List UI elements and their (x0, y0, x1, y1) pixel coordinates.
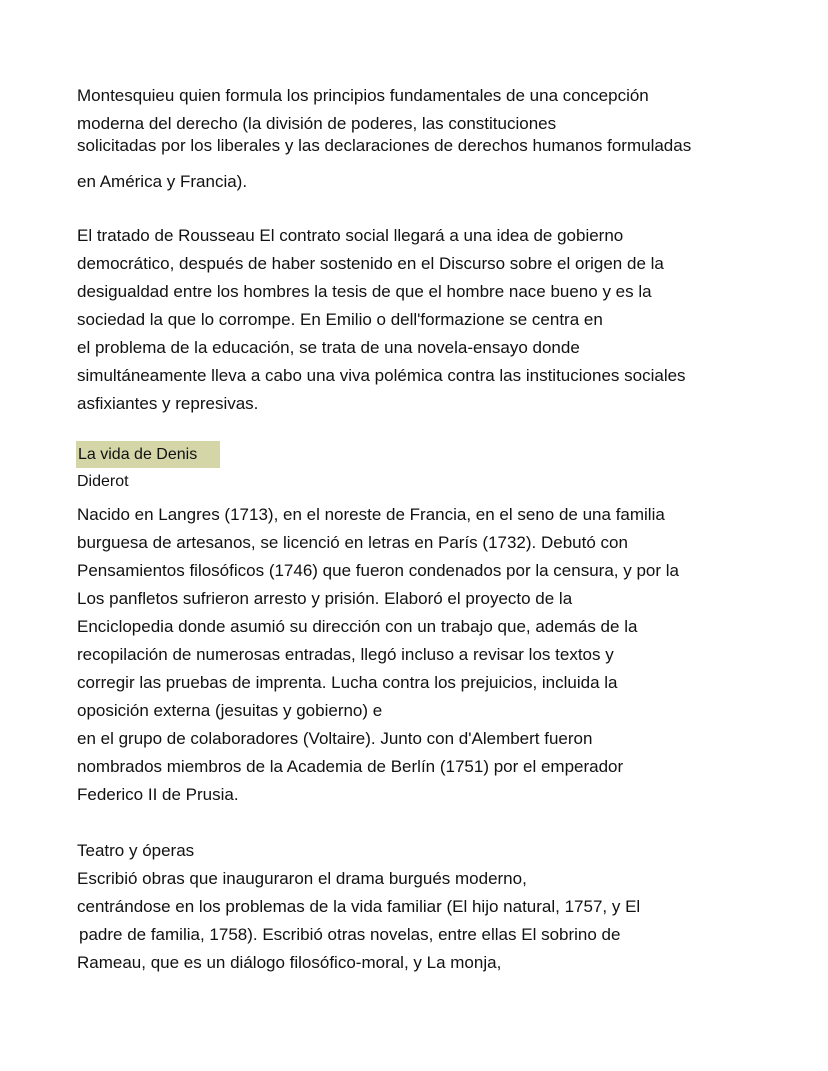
section-heading-second: Diderot (77, 473, 129, 490)
section-subheading: Teatro y óperas (77, 841, 195, 860)
para4-line: centrándose en los problemas de la vida familiar (El hijo natural, 1757, y El (77, 897, 641, 916)
section-heading-highlighted: La vida de Denis (78, 446, 198, 463)
para4-line: Escribió obras que inauguraron el drama burgués moderno, (77, 869, 527, 888)
para4-line: Rameau, que es un diálogo filosófico-moral, y La monja, (77, 953, 502, 972)
para3-line: Nacido en Langres (1713), en el noreste de Francia, en el seno de una familia (77, 505, 665, 524)
para2-line: simultáneamente lleva a cabo una viva polémica contra las instituciones sociales (77, 366, 686, 385)
para3-line: Enciclopedia donde asumió su dirección con un trabajo que, además de la (77, 617, 638, 636)
para3-line: en el grupo de colaboradores (Voltaire). Junto con d'Alembert fueron (77, 729, 593, 748)
para1-line: moderna del derecho (la división de poderes, las constituciones (77, 114, 557, 133)
para3-line: burguesa de artesanos, se licenció en letras en París (1732). Debutó con (77, 533, 628, 552)
para2-line: asfixiantes y represivas. (77, 394, 259, 413)
para2-line: el problema de la educación, se trata de una novela-ensayo donde (77, 338, 580, 357)
para3-line: Federico II de Prusia. (77, 785, 239, 804)
para3-line: corregir las pruebas de imprenta. Lucha contra los prejuicios, incluida la (77, 673, 618, 692)
para3-line: nombrados miembros de la Academia de Berlín (1751) por el emperador (77, 757, 624, 776)
para3-line: Pensamientos filosóficos (1746) que fueron condenados por la censura, y por la (77, 561, 679, 580)
para3-line: recopilación de numerosas entradas, llegó incluso a revisar los textos y (77, 645, 614, 664)
para2-line: El tratado de Rousseau El contrato social llegará a una idea de gobierno (77, 226, 624, 245)
para3-line: Los panfletos sufrieron arresto y prisión. Elaboró el proyecto de la (77, 589, 573, 608)
para4-line: padre de familia, 1758). Escribió otras novelas, entre ellas El sobrino de (79, 925, 621, 944)
para2-line: desigualdad entre los hombres la tesis de que el hombre nace bueno y es la (77, 282, 652, 301)
para2-line: sociedad la que lo corrompe. En Emilio o dell'formazione se centra en (77, 310, 603, 329)
para1-line: en América y Francia). (77, 172, 248, 191)
para3-line: oposición externa (jesuitas y gobierno) e (77, 701, 383, 720)
para1-line: Montesquieu quien formula los principios fundamentales de una concepción (77, 86, 649, 105)
para1-line: solicitadas por los liberales y las declaraciones de derechos humanos formuladas (77, 136, 692, 155)
para2-line: democrático, después de haber sostenido en el Discurso sobre el origen de la (77, 254, 664, 273)
